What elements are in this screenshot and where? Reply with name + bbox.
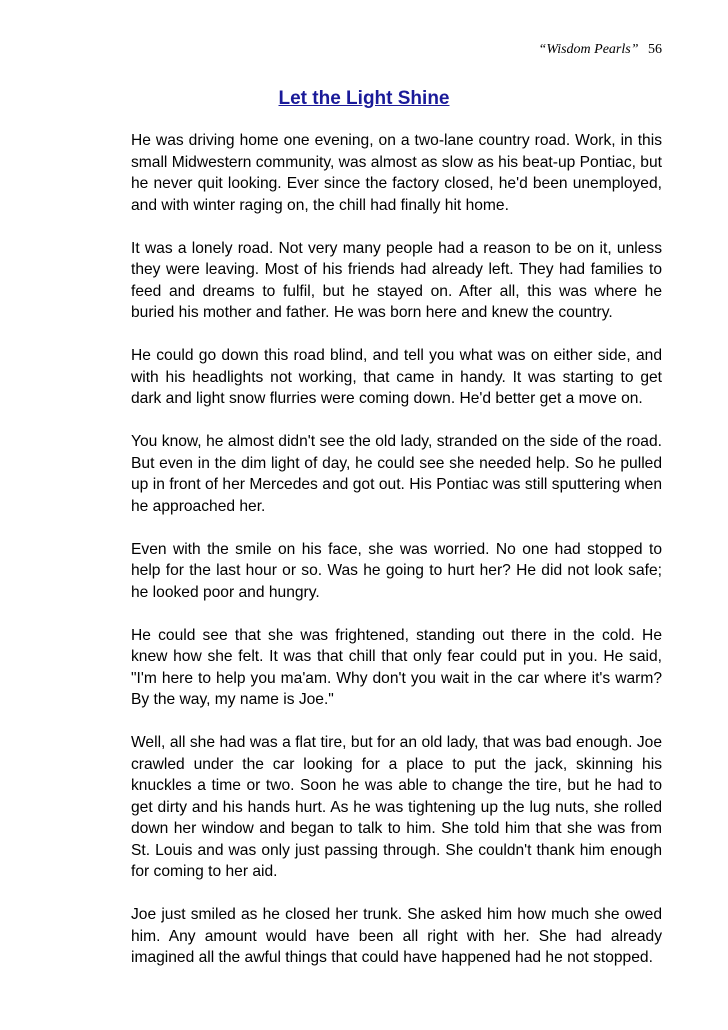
story-body xyxy=(131,130,662,990)
paragraph-3: He could go down this road blind, and tell you what was on either side, and with his headlights not working, that came in handy. It was starting to get dark and light snow flurries were coming down. He'd better get a move on. xyxy=(131,347,662,407)
page-number: 56 xyxy=(648,42,662,57)
running-header xyxy=(539,42,662,58)
paragraph-2: It was a lonely road. Not very many people had a reason to be on it, unless they were leaving. Most of his friends had already left. They had families to feed and dreams to fulfil, but he stayed on. After all, this was where he buried his mother and father. He was born here and knew the country. xyxy=(131,239,662,321)
paragraph-1: He was driving home one evening, on a two-lane country road. Work, in this small Midwestern community, was almost as slow as his beat-up Pontiac, but he never quit looking. Ever since the factory closed, he'd been unemployed, and with winter raging on, the chill had finally hit home. xyxy=(131,132,662,214)
book-title: “Wisdom Pearls” xyxy=(538,42,639,57)
paragraph-7: Well, all she had was a flat tire, but for an old lady, that was bad enough. Joe crawled under the car looking for a place to put the jack, skinning his knuckles a time or two. Soon he was able to change the tire, but he had to get dirty and his hands hurt. As he was tightening up the lug nuts, she rolled down her window and began to talk to him. She told him that she was from St. Louis and was only just passing through. She couldn't thank him enough for coming to her aid. xyxy=(131,734,662,880)
paragraph-8: Joe just smiled as he closed her trunk. She asked him how much she owed him. Any amount would have been all right with her. She had already imagined all the awful things that could have happened had he not stopped. xyxy=(131,906,662,966)
paragraph-6: He could see that she was frightened, standing out there in the cold. He knew how she felt. It was that chill that only fear could put in you. He said, "I'm here to help you ma'am. Why don't you wait in the car where it's warm? By the way, my name is Joe." xyxy=(131,626,662,708)
paragraph-4: You know, he almost didn't see the old lady, stranded on the side of the road. But even in the dim light of day, he could see she needed help. So he pulled up in front of her Mercedes and got out. His Pontiac was still sputtering when he approached her. xyxy=(131,433,662,515)
paragraph-5: Even with the smile on his face, she was worried. No one had stopped to help for the last hour or so. Was he going to hurt her? He did not look safe; he looked poor and hungry. xyxy=(131,540,662,601)
story-title: Let the Light Shine xyxy=(278,88,450,109)
